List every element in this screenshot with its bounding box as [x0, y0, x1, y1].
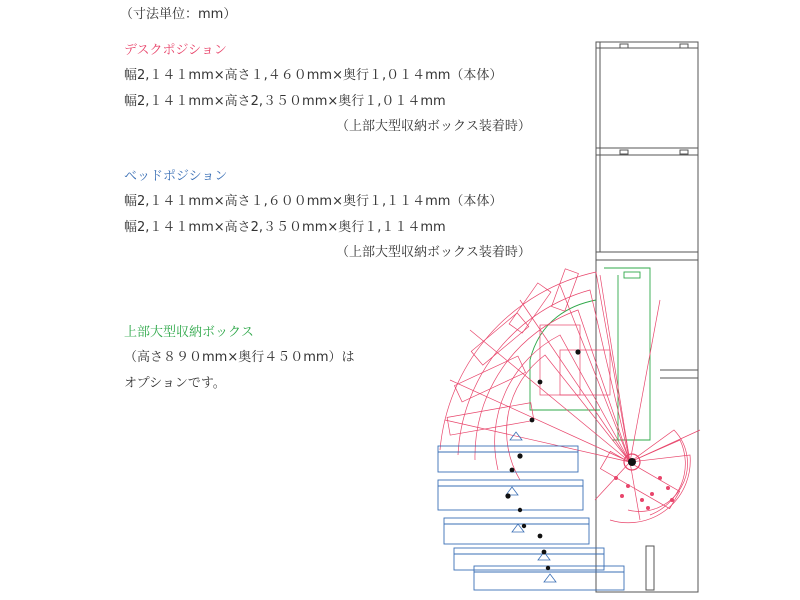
hinge-links	[614, 476, 674, 510]
desk-spec-with-box: 幅2,１４１mm×高さ2,３５０mm×奥行１,０１４mm	[124, 94, 446, 109]
desk-position-heading: デスクポジション	[124, 43, 227, 58]
frame-outline	[530, 268, 650, 440]
swing-arcs	[440, 269, 700, 523]
bed-position-heading: ベッドポジション	[124, 169, 228, 184]
upper-storage-box	[596, 42, 698, 252]
main-pivot	[624, 454, 640, 470]
cabinet-body	[596, 252, 698, 592]
bed-spec-with-box: 幅2,１４１mm×高さ2,３５０mm×奥行１,１１４mm	[124, 220, 446, 235]
mechanism-diagram	[420, 30, 800, 600]
unit-note: （寸法単位：mm）	[120, 7, 237, 22]
storage-box-dimensions: （高さ８９０mm×奥行４５０mm）は	[124, 350, 355, 365]
desk-spec-note: （上部大型収納ボックス装着時）	[336, 119, 531, 134]
pivot-points	[505, 349, 580, 570]
storage-box-option-note: オプションです。	[124, 376, 226, 391]
bed-panel-markers	[506, 432, 556, 582]
bed-spec-note: （上部大型収納ボックス装着時）	[336, 245, 531, 260]
bed-spec-body: 幅2,１４１mm×高さ１,６００mm×奥行１,１１４mm（本体）	[124, 194, 503, 209]
desk-spec-body: 幅2,１４１mm×高さ１,４６０mm×奥行１,０１４mm（本体）	[124, 68, 503, 83]
storage-box-heading: 上部大型収納ボックス	[124, 325, 254, 340]
